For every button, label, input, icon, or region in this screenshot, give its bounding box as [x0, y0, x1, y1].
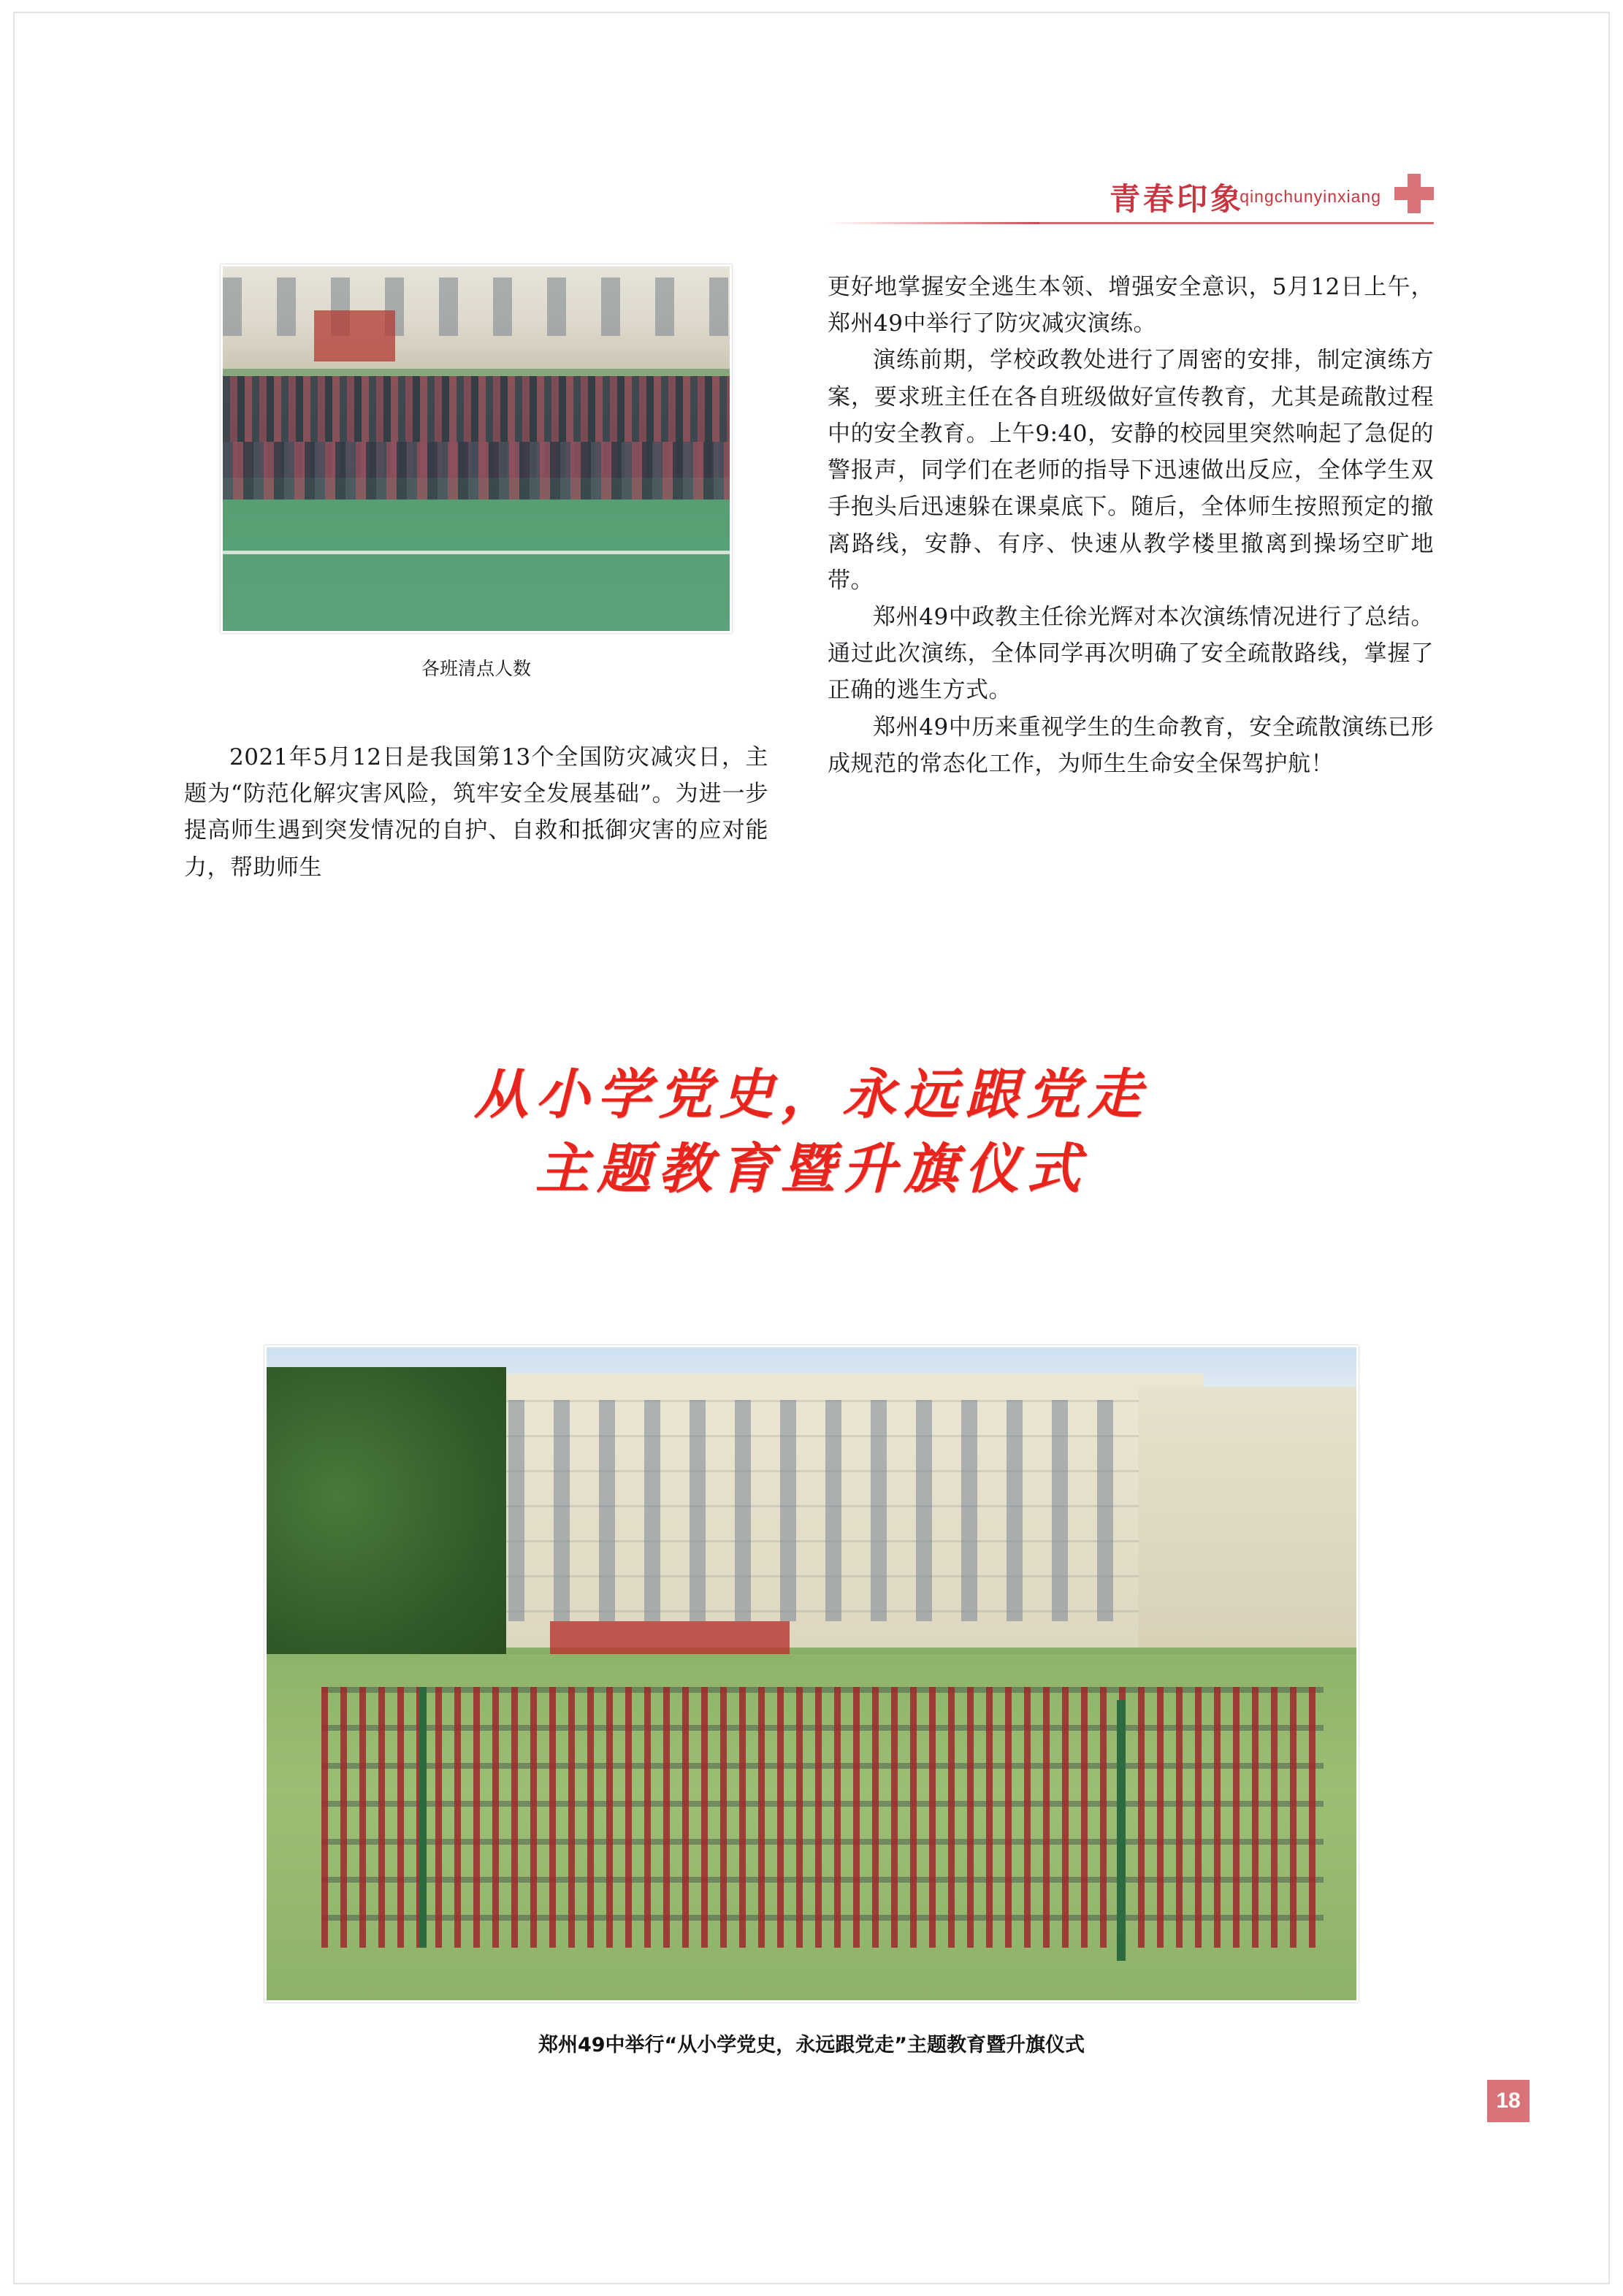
page-header — [828, 174, 1434, 226]
section-title-line-2: 主题教育暨升旗仪式 — [535, 1138, 1088, 1201]
brand-title-cn: 青春印象 — [1109, 181, 1244, 217]
photo-class-headcount — [221, 264, 732, 633]
paragraph: 演练前期，学校政教处进行了周密的安排，制定演练方案，要求班主任在各自班级做好宣传教育，尤其是疏散过程中的安全教育。上午9:40，安静的校园里突然响起了急促的警报声，同学们在老师的指导下迅速做出反应，全体学生双手抱头后迅速躲在课桌底下。随后，全体师生按照预定的撤离路线，安静、有序、快速从教学楼里撤离到操场空旷地带。 — [828, 347, 1434, 594]
photo-windows-region — [463, 1400, 1204, 1622]
figure-top — [221, 264, 732, 633]
paragraph: 郑州49中政教主任徐光辉对本次演练情况进行了总结。通过此次演练，全体同学再次明确了安全疏散路线，掌握了正确的逃生方式。 — [828, 603, 1434, 704]
photo-student-rows-region — [321, 1687, 1324, 1948]
photo-windows-region — [223, 278, 730, 336]
photo-crowd-region-2 — [223, 442, 730, 500]
photo-banner-region — [314, 310, 395, 361]
plus-mark-icon — [1394, 174, 1434, 213]
figure-bottom-caption: 郑州49中举行“从小学党史，永远跟党走”主题教育暨升旗仪式 — [538, 2034, 1085, 2056]
section-title-line-1: 从小学党史，永远跟党走 — [474, 1063, 1149, 1126]
figure-bottom — [264, 1345, 1359, 2002]
paragraph: 郑州49中历来重视学生的生命教育，安全疏散演练已形成规范的常态化工作，为师生生命安全保驾护航！ — [828, 713, 1434, 777]
article-left-column — [184, 739, 768, 886]
header-rule-fade — [828, 222, 1039, 224]
brand-title-en: qingchunyinxiang — [1240, 187, 1381, 206]
photo-flag-ceremony — [264, 1345, 1359, 2002]
paragraph: 更好地掌握安全逃生本领、增强安全意识，5月12日上午，郑州49中举行了防灾减灾演练。 — [828, 274, 1434, 337]
photo-right-building-region — [1139, 1387, 1356, 1648]
plus-mark-vertical — [1408, 174, 1421, 213]
photo-field-line — [223, 551, 730, 554]
figure-top-caption: 各班清点人数 — [421, 658, 531, 679]
section-title — [0, 1057, 1623, 1206]
paragraph: 2021年5月12日是我国第13个全国防灾减灾日，主题为“防范化解灾害风险，筑牢安全发展基础”。为进一步提高师生遇到突发情况的自护、自救和抵御灾害的应对能力，帮助师生 — [184, 744, 768, 881]
page-number-badge: 18 — [1487, 2080, 1530, 2122]
photo-basketball-hoop-right — [1117, 1700, 1126, 1962]
article-right-column — [828, 269, 1434, 782]
photo-trees-region — [267, 1367, 506, 1694]
photo-basketball-hoop-left — [419, 1687, 427, 1948]
